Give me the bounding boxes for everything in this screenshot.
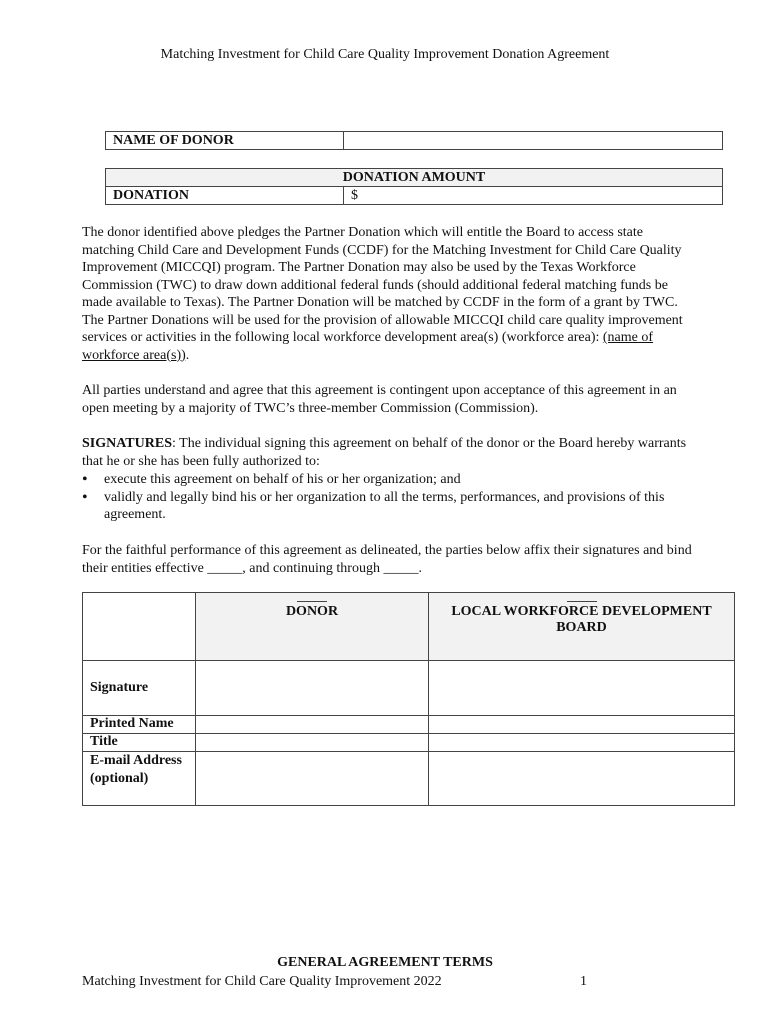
donor-column-header: DONOR [196, 593, 429, 661]
donation-amount-table [105, 168, 723, 205]
donor-name-field[interactable] [344, 132, 723, 150]
page-number: 1 [580, 974, 587, 989]
donation-amount-field[interactable]: $ [344, 187, 723, 205]
list-item: • execute this agreement on behalf of his or her organization; and [82, 471, 697, 489]
page-footer-text: Matching Investment for Child Care Quality Improvement 2022 [82, 974, 442, 989]
signature-table-corner [83, 593, 196, 661]
donor-name-table [105, 131, 723, 150]
pledge-text: The donor identified above pledges the Partner Donation which will entitle the Board to access state matching Child Care and Development Funds (CCDF) for the Matching Investment for Child Care Quality Improvement (MICCQI) program. The Partner Donation may also be used by the Texas Workforce Commission (TWC) to draw down additional federal funds (should additional federal matching funds be made available to Texas). The Partner Donation will be matched by CCDF in the form of a grant by TWC. The Partner Donations will be used for the provision of allowable MICCQI child care quality improvement services or activities in the following local workforce development area(s) (workforce area): [82, 225, 683, 345]
donor-title-field[interactable] [196, 734, 429, 752]
performance-paragraph: For the faithful performance of this agreement as delineated, the parties below affix their signatures and bind their entities effective _____, and continuing through _____. [82, 543, 692, 576]
donor-name-label: NAME OF DONOR [106, 132, 344, 150]
donor-email-field[interactable] [196, 752, 429, 806]
pledge-end: . [185, 347, 190, 363]
signature-row-label: Signature [83, 661, 196, 716]
donor-header-overline [297, 601, 327, 602]
signatures-intro: : The individual signing this agreement on behalf of the donor or the Board hereby warrants that he or she has been fully authorized to: [82, 436, 687, 469]
board-column-header: LOCAL WORKFORCE DEVELOPMENT BOARD [429, 593, 735, 661]
signature-table [82, 592, 735, 806]
title-row-label: Title [83, 734, 196, 752]
board-email-field[interactable] [429, 752, 735, 806]
donor-printed-name-field[interactable] [196, 716, 429, 734]
board-title-field[interactable] [429, 734, 735, 752]
printed-name-row-label: Printed Name [83, 716, 196, 734]
general-terms-heading: GENERAL AGREEMENT TERMS [277, 955, 493, 970]
email-row-label: E-mail Address (optional) [83, 752, 196, 806]
list-item: • validly and legally bind his or her organization to all the terms, performances, and provisions of this agreement. [82, 489, 697, 524]
contingency-paragraph: All parties understand and agree that this agreement is contingent upon acceptance of this agreement in an open meeting by a majority of TWC’s three-member Commission (Commission). [82, 383, 677, 416]
signatures-heading: SIGNATURES [82, 436, 172, 451]
donor-signature-field[interactable] [196, 661, 429, 716]
board-signature-field[interactable] [429, 661, 735, 716]
signatures-paragraph [82, 435, 697, 470]
board-header-overline [567, 601, 597, 602]
board-printed-name-field[interactable] [429, 716, 735, 734]
pledge-paragraph [82, 224, 692, 364]
workforce-area-placeholder: (name of workforce area(s)) [82, 330, 654, 363]
page-header-title: Matching Investment for Child Care Quality Improvement Donation Agreement [160, 47, 610, 62]
authorization-list [82, 471, 697, 524]
donation-amount-heading: DONATION AMOUNT [106, 169, 723, 187]
donation-label: DONATION [106, 187, 344, 205]
